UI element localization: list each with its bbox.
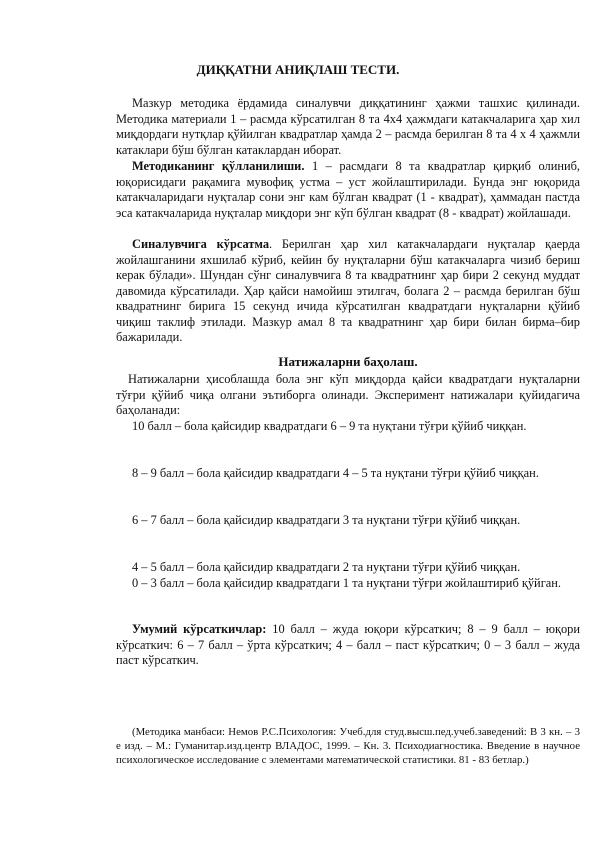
usage-text: 1 – расмдаги 8 та квадратлар қирқиб олиниб, юқорисидаги рақамига мувофиқ устма – уст жойлаштирилади. Бунда энг юқорида катакчаларидаги нуқталар сони энг кам бўлган квадрат (1 - квадрат), ҳаммадан пастда эса катакчаларида нуқталар миқдори энг кўп бўлган квадрат (8 - квадрат) жойлашади. — [116, 159, 580, 220]
score-item: 4 – 5 балл – бола қайсидир квадратдаги 2 та нуқтани тўғри қўйиб чиққан. — [132, 560, 521, 574]
general-text: 10 балл – жуда юқори кўрсаткич; 8 – 9 балл – юқори кўрсаткич: 6 – 7 балл – ўрта кўрсаткич; 4 – балл – паст кўрсаткич; 0 – 3 балл – жуда паст кўрсаткич. — [116, 622, 581, 667]
usage-label: Методиканинг қўлланилиши. — [132, 159, 305, 173]
score-item: 6 – 7 балл – бола қайсидир квадратдаги 3 та нуқтани тўғри қўйиб чиққан. — [132, 513, 521, 527]
document-title: ДИҚҚАТНИ АНИҚЛАШ ТЕСТИ. — [196, 62, 400, 77]
score-item: 0 – 3 балл – бола қайсидир квадратдаги 1 та нуқтани тўғри жойлаштириб қўйган. — [132, 576, 562, 590]
score-item: 8 – 9 балл – бола қайсидир квадратдаги 4 – 5 та нуқтани тўғри қўйиб чиққан. — [132, 466, 539, 480]
general-indicators-paragraph — [116, 622, 580, 669]
results-heading: Натижаларни баҳолаш. — [278, 354, 418, 369]
results-intro-paragraph: Натижаларни ҳисоблашда бола энг кўп миқдорда қайси квадратдаги нуқталарни тўғри қўйиб чиқа олгани эътиборга олинади. Эксперимент натижалари қуйидагича баҳоланади: — [116, 372, 580, 417]
source-citation: (Методика манбаси: Немов Р.С.Психология: Учеб.для студ.высш.пед.учеб.заведений: В 3 кн. – 3 е изд. – М.: Гуманитар.изд.центр ВЛАДОС, 1999. – Кн. 3. Психодиагностика. Введение в научное психологическое исследование с элементами математической статистики. 81 - 83 бетлар.) — [116, 725, 580, 767]
instruction-text: . Берилган ҳар хил катакчалардаги нуқталар қаерда жойлашганини яхшилаб кўриб, кейин бу нуқталарни бўш катакчаларга чизиб бериш керак бўлади». Шундан сўнг синалувчига 8 та квадратнинг ҳар бири 2 секунд муддат давомида кўрсатилади. Ҳар қайси намойиш этилгач, болага 2 – расмда берилган бўш квадратнинг бирига 15 секунд ичида кўрсатилган квадратдаги нуқталарни қўйиб чиқиш таклиф этилади. Мазкур амал 8 та квадратнинг ҳар бири билан бирма–бир бажарилади. — [116, 237, 580, 344]
score-item: 10 балл – бола қайсидир квадратдаги 6 – 9 та нуқтани тўғри қўйиб чиққан. — [132, 419, 527, 433]
general-label: Умумий кўрсаткичлар: — [132, 622, 267, 636]
instruction-paragraph — [116, 237, 580, 346]
instruction-label: Синалувчига кўрсатма — [132, 237, 270, 251]
intro-paragraph: Мазкур методика ёрдамида синалувчи диққатининг ҳажми ташхис қилинади. Методика материали 1 – расмда кўрсатилган 8 та 4х4 ҳажмдаги катакчаларига ҳар хил миқдордаги нутқлар қўйилган квадратлар ҳамда 2 – расмда берилган 8 та 4 х 4 ҳажмли катаклари бўш бўлган катаклардан иборат. — [116, 96, 580, 157]
usage-paragraph — [116, 159, 580, 221]
